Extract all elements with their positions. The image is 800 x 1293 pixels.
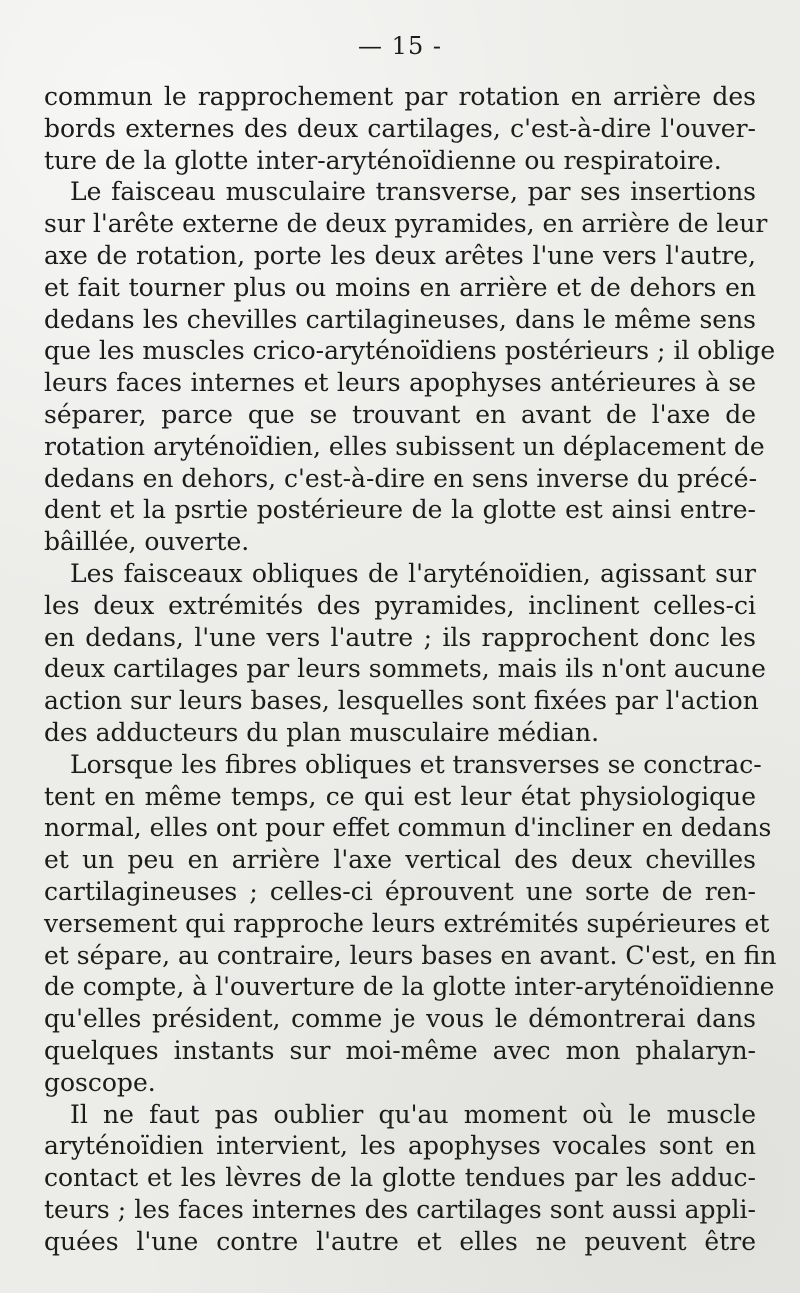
text-line: dent et la psrtie postérieure de la glotte est ainsi entre- <box>44 495 756 525</box>
paragraph <box>44 558 766 749</box>
text-line: sur l'arête externe de deux pyramides, en arrière de leur <box>44 209 768 239</box>
text-line: axe de rotation, porte les deux arêtes l'une vers l'autre, <box>44 240 756 270</box>
text-line: les deux extrémités des pyramides, inclinent celles-ci <box>44 590 756 620</box>
text-line: bords externes des deux cartilages, c'est-à-dire l'ouver- <box>44 113 756 143</box>
text-line: et fait tourner plus ou moins en arrière et de dehors en <box>44 272 756 302</box>
text-line: aryténoïdien intervient, les apophyses vocales sont en <box>44 1131 756 1161</box>
text-line: versement qui rapproche leurs extrémités supérieures et <box>44 908 770 938</box>
text-line: deux cartilages par leurs sommets, mais ils n'ont aucune <box>44 654 766 684</box>
text-line: quées l'une contre l'autre et elles ne peuvent être <box>44 1226 756 1256</box>
text-line: Les faisceaux obliques de l'aryténoïdien, agissant sur <box>70 558 756 588</box>
text-line: en dedans, l'une vers l'autre ; ils rapprochent donc les <box>44 622 756 652</box>
text-line: des adducteurs du plan musculaire médian. <box>44 717 600 747</box>
text-line: commun le rapprochement par rotation en arrière des <box>44 82 756 111</box>
text-line: ture de la glotte inter-aryténoïdienne ou respiratoire. <box>44 145 722 175</box>
text-line: Lorsque les fibres obliques et transverses se conctrac- <box>70 749 762 779</box>
text-line: cartilagineuses ; celles-ci éprouvent une sorte de ren- <box>44 876 756 906</box>
paragraph <box>44 176 776 558</box>
text-line: et un peu en arrière l'axe vertical des deux chevilles <box>44 845 756 875</box>
paragraph <box>44 749 777 1099</box>
text-line: que les muscles crico-aryténoïdiens postérieurs ; il oblige <box>44 336 776 366</box>
page-number-header: — 15 - <box>358 32 442 60</box>
paragraph <box>44 1099 756 1258</box>
text-line: dedans les chevilles cartilagineuses, dans le même sens <box>44 304 756 334</box>
text-line: dedans en dehors, c'est-à-dire en sens inverse du précé- <box>44 463 758 493</box>
text-line: goscope. <box>44 1067 156 1097</box>
text-line: Le faisceau musculaire transverse, par ses insertions <box>70 177 756 207</box>
text-line: tent en même temps, ce qui est leur état physiologique <box>44 781 756 811</box>
text-line: bâillée, ouverte. <box>44 527 250 557</box>
text-line: action sur leurs bases, lesquelles sont fixées par l'action <box>44 686 759 716</box>
text-line: teurs ; les faces internes des cartilages sont aussi appli- <box>44 1194 756 1224</box>
text-line: contact et les lèvres de la glotte tendues par les adduc- <box>44 1163 756 1193</box>
text-line: Il ne faut pas oublier qu'au moment où le muscle <box>70 1099 756 1129</box>
text-line: rotation aryténoïdien, elles subissent un déplacement de <box>44 431 765 461</box>
text-line: et sépare, au contraire, leurs bases en avant. C'est, en fin <box>44 940 777 970</box>
paragraph <box>44 81 756 176</box>
text-line: séparer, parce que se trouvant en avant de l'axe de <box>44 399 756 429</box>
text-line: normal, elles ont pour effet commun d'incliner en dedans <box>44 813 772 843</box>
text-line: quelques instants sur moi-même avec mon phalaryn- <box>44 1035 756 1065</box>
text-line: qu'elles président, comme je vous le démontrerai dans <box>44 1004 756 1034</box>
text-line: de compte, à l'ouverture de la glotte inter-aryténoïdienne <box>44 972 775 1002</box>
body-text <box>44 81 777 1257</box>
text-line: leurs faces internes et leurs apophyses antérieures à se <box>44 368 756 398</box>
